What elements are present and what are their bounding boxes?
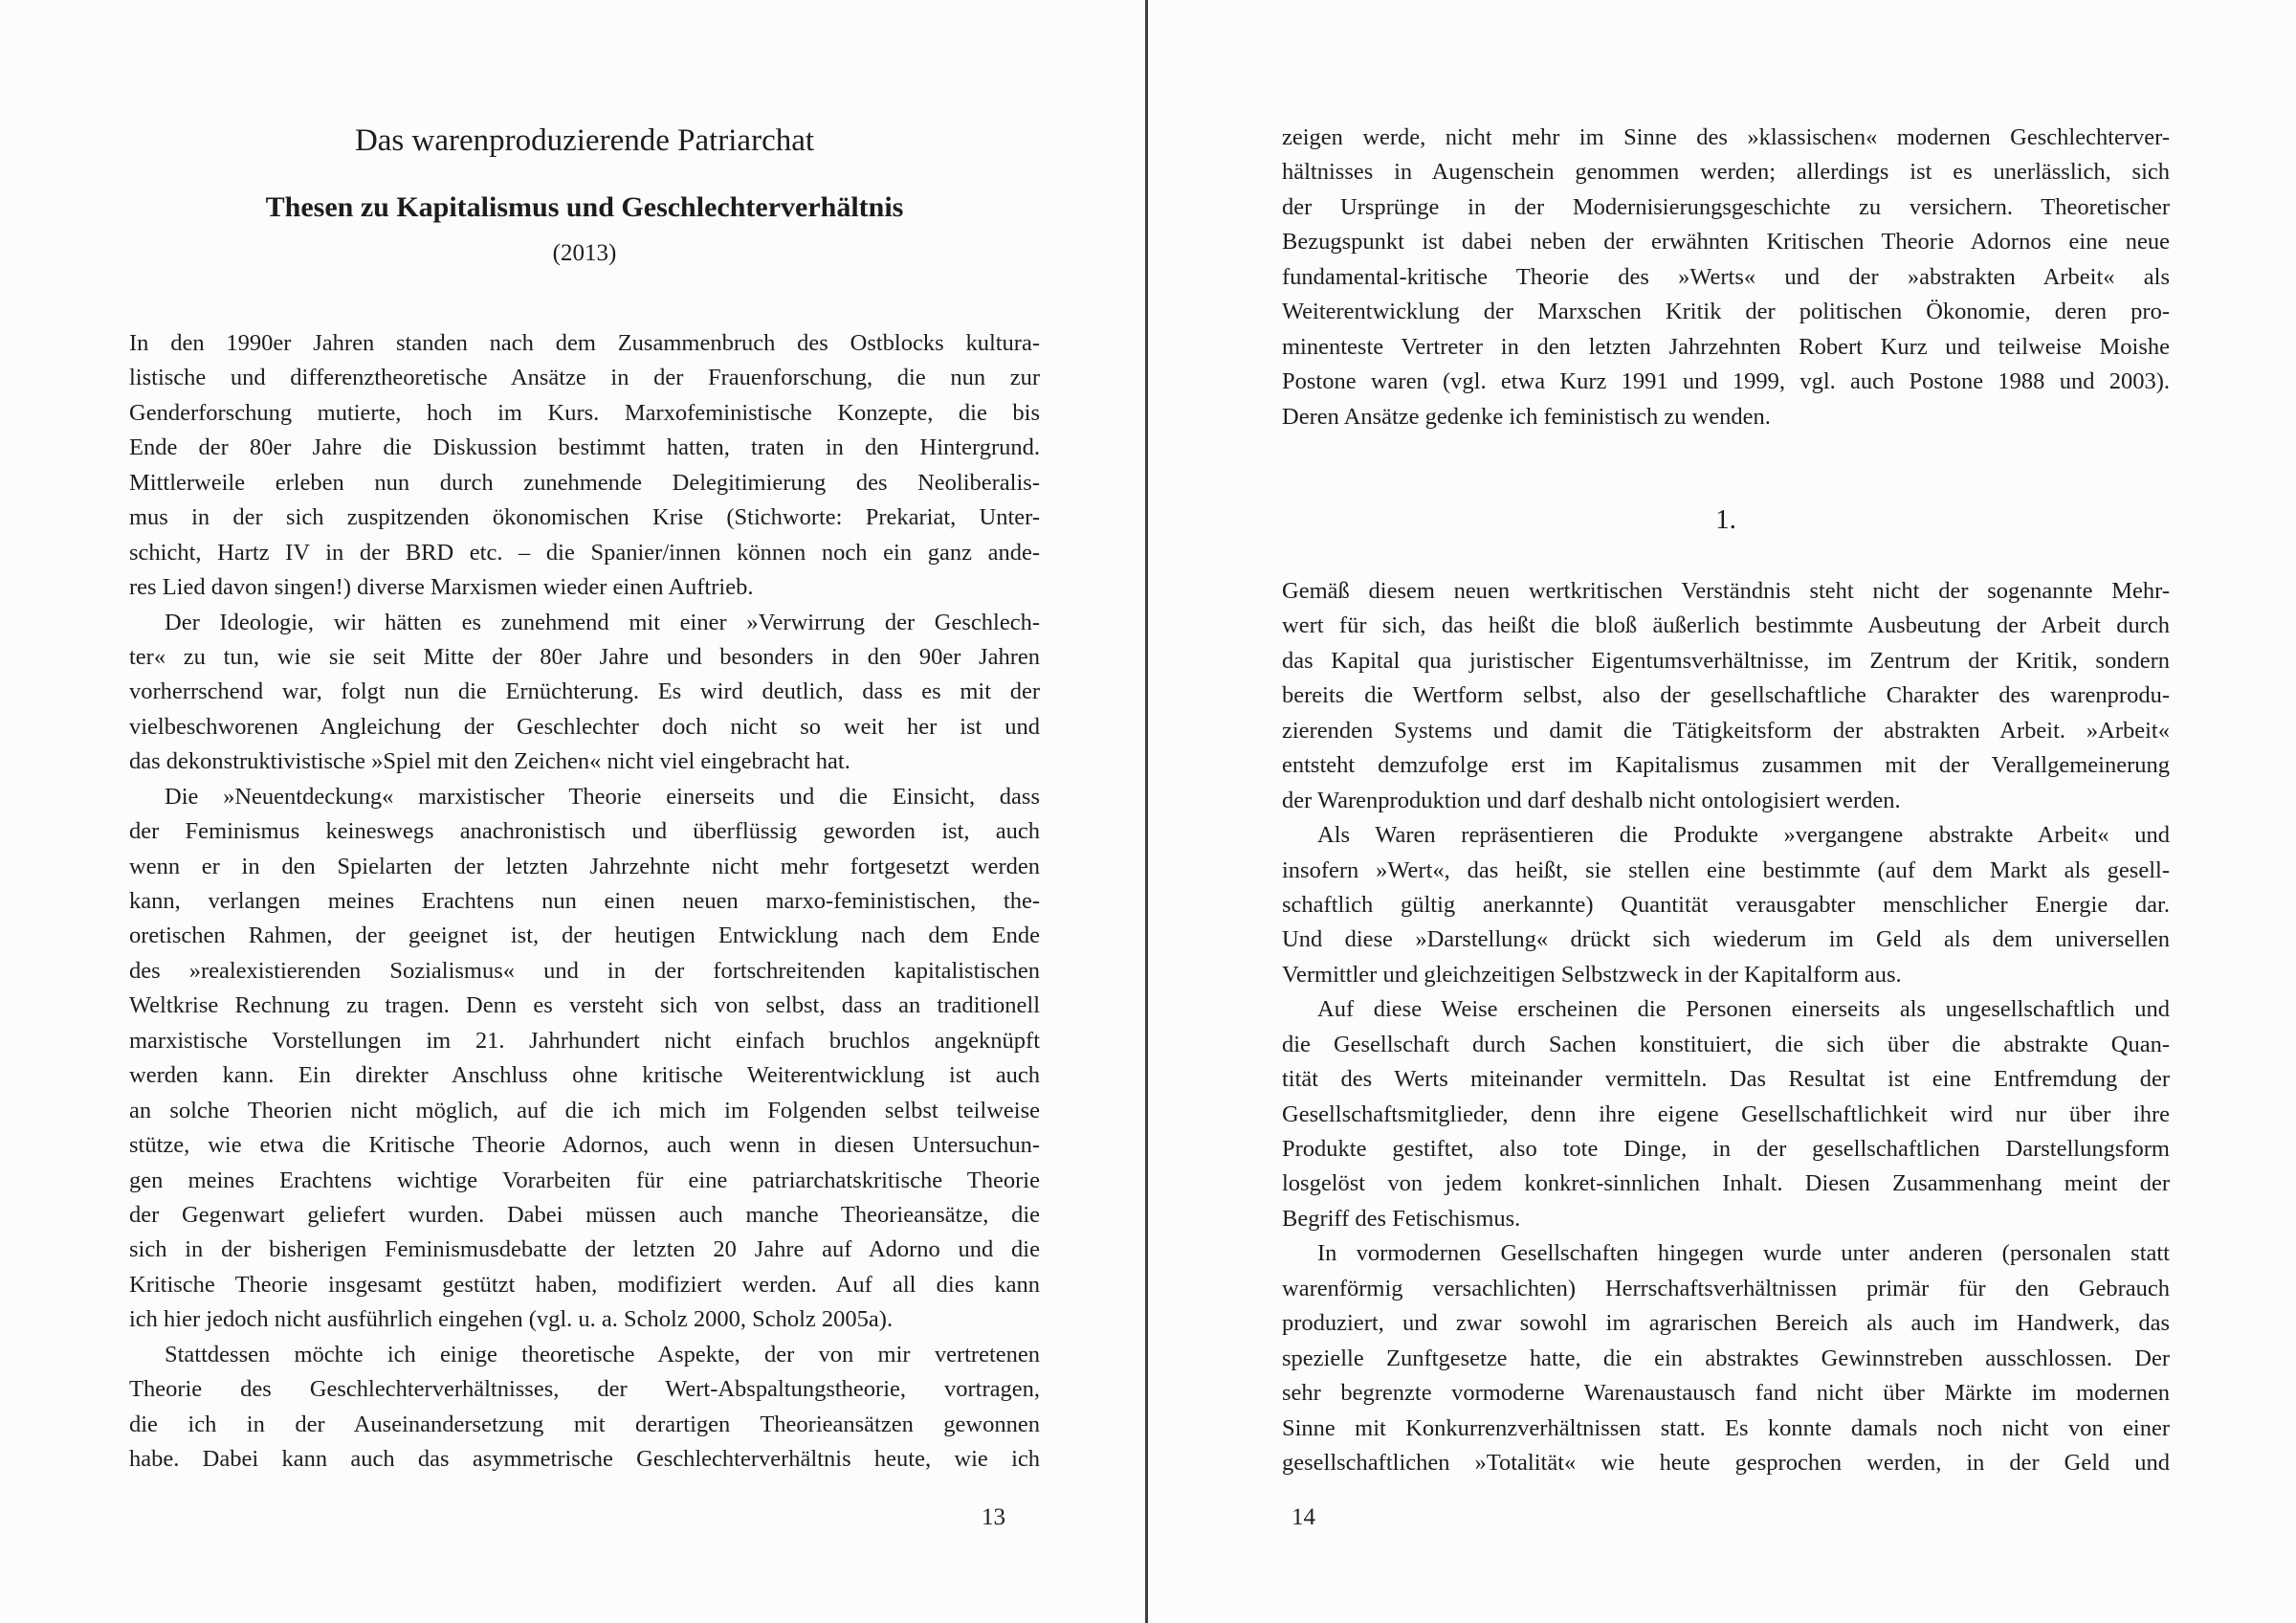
text-line: der Feminismus keineswegs anachronistisch und überflüssig geworden ist, auch: [129, 818, 1040, 845]
text-line: Der Ideologie, wir hätten es zunehmend mit einer »Verwirrung der Geschlech-: [165, 609, 1040, 635]
text-line: Vermittler und gleichzeitigen Selbstzweck in der Kapitalform aus.: [1282, 961, 1902, 988]
right-page-body-bottom: [1282, 574, 2170, 1480]
paragraph: [1282, 121, 2170, 434]
text-line: marxistische Vorstellungen im 21. Jahrhundert nicht einfach bruchlos angeknüpft: [129, 1027, 1040, 1054]
text-line: oretischen Rahmen, der geeignet ist, der heutigen Entwicklung nach dem Ende: [129, 923, 1040, 949]
paragraph: [1282, 574, 2170, 818]
text-line: Mittlerweile erleben nun durch zunehmende Delegitimierung des Neoliberalis-: [129, 469, 1040, 496]
text-line: fundamental-kritische Theorie des »Werts« und der »abstrakten Arbeit« als: [1282, 263, 2170, 290]
text-line: vorherrschend war, folgt nun die Ernüchterung. Es wird deutlich, dass es mit der: [129, 678, 1040, 705]
text-line: Deren Ansätze gedenke ich feministisch zu wenden.: [1282, 403, 1771, 430]
text-line: Sinne mit Konkurrenzverhältnissen statt. Es konnte damals noch nicht von einer: [1282, 1414, 2170, 1441]
text-line: Und diese »Darstellung« drückt sich wiederum im Geld als dem universellen: [1282, 926, 2170, 953]
paragraph: [129, 1338, 1040, 1478]
text-line: Theorie des Geschlechterverhältnisses, der Wert-Abspaltungstheorie, vortragen,: [129, 1376, 1040, 1403]
text-line: produziert, und zwar sowohl im agrarischen Bereich als auch im Handwerk, das: [1282, 1310, 2170, 1337]
text-line: das dekonstruktivistische »Spiel mit den Zeichen« nicht viel eingebracht hat.: [129, 748, 850, 775]
text-line: sehr begrenzte vormoderne Warenaustausch fand nicht über Märkte im modernen: [1282, 1380, 2170, 1407]
text-line: der Warenproduktion und darf deshalb nicht ontologisiert werden.: [1282, 787, 1901, 813]
text-line: schicht, Hartz IV in der BRD etc. – die Spanier/innen können noch ein ganz ande-: [129, 539, 1040, 566]
text-line: wenn er in den Spielarten der letzten Jahrzehnte nicht mehr fortgesetzt werden: [129, 853, 1040, 879]
text-line: die ich in der Auseinandersetzung mit derartigen Theorieansätzen gewonnen: [129, 1411, 1040, 1437]
text-line: Die »Neuentdeckung« marxistischer Theorie einerseits und die Einsicht, dass: [165, 783, 1040, 810]
text-line: insofern »Wert«, das heißt, sie stellen eine bestimmte (auf dem Markt als gesell-: [1282, 856, 2170, 883]
text-line: bereits die Wertform selbst, also der gesellschaftliche Charakter des warenprodu-: [1282, 682, 2170, 709]
right-page: [1282, 0, 2170, 1623]
text-line: des »realexistierenden Sozialismus« und in der fortschreitenden kapitalistischen: [129, 957, 1040, 984]
left-page-body: [129, 326, 1040, 1477]
text-line: Produkte gestiftet, also tote Dinge, in der gesellschaftlichen Darstellungsform: [1282, 1136, 2170, 1162]
left-page-number: 13: [982, 1504, 1005, 1530]
text-line: der Ursprünge in der Modernisierungsgeschichte zu versichern. Theoretischer: [1282, 193, 2170, 220]
text-line: werden kann. Ein direkter Anschluss ohne kritische Weiterentwicklung ist auch: [129, 1062, 1040, 1089]
text-line: Ende der 80er Jahre die Diskussion bestimmt hatten, traten in den Hintergrund.: [129, 434, 1040, 461]
right-page-body-top: [1282, 121, 2170, 434]
text-line: Als Waren repräsentieren die Produkte »vergangene abstrakte Arbeit« und: [1317, 822, 2170, 849]
text-line: entsteht demzufolge erst im Kapitalismus zusammen mit der Verallgemeinerung: [1282, 752, 2170, 779]
text-line: spezielle Zunftgesetze hatte, die ein abstraktes Gewinnstreben ausschlossen. Der: [1282, 1345, 2170, 1371]
text-line: ich hier jedoch nicht ausführlich eingehen (vgl. u. a. Scholz 2000, Scholz 2005a).: [129, 1306, 894, 1333]
text-line: Gesellschaftsmitglieder, denn ihre eigene Gesellschaftlichkeit wird nur über ihre: [1282, 1101, 2170, 1127]
page-divider: [1145, 0, 1148, 1623]
page-year: (2013): [552, 240, 617, 266]
text-line: stütze, wie etwa die Kritische Theorie Adornos, auch wenn in diesen Untersuchun-: [129, 1132, 1040, 1159]
text-line: wert für sich, das heißt die bloß äußerlich bestimmte Ausbeutung der Arbeit durch: [1282, 612, 2170, 639]
text-line: In vormodernen Gesellschaften hingegen wurde unter anderen (personalen statt: [1317, 1240, 2170, 1267]
text-line: Gemäß diesem neuen wertkritischen Verständnis steht nicht der sogenannte Mehr-: [1282, 578, 2170, 604]
paragraph: [129, 326, 1040, 606]
text-line: warenförmig versachlichten) Herrschaftsverhältnissen primär für den Gebrauch: [1282, 1275, 2170, 1301]
text-line: Begriff des Fetischismus.: [1282, 1205, 1521, 1232]
text-line: Genderforschung mutierte, hoch im Kurs. Marxofeministische Konzepte, die bis: [129, 399, 1040, 426]
text-line: Stattdessen möchte ich einige theoretische Aspekte, der von mir vertretenen: [165, 1341, 1040, 1367]
text-line: hältnisses in Augenschein genommen werden; allerdings ist es unerlässlich, sich: [1282, 159, 2170, 186]
text-line: zierenden Systems und damit die Tätigkeitsform der abstrakten Arbeit. »Arbeit«: [1282, 717, 2170, 744]
text-line: der Gegenwart geliefert wurden. Dabei müssen auch manche Theorieansätze, die: [129, 1201, 1040, 1228]
page-title: Das warenproduzierende Patriarchat: [354, 123, 815, 158]
text-line: habe. Dabei kann auch das asymmetrische Geschlechterverhältnis heute, wie ich: [129, 1446, 1040, 1472]
text-line: tität des Werts miteinander vermitteln. Das Resultat ist eine Entfremdung der: [1282, 1066, 2170, 1093]
text-line: In den 1990er Jahren standen nach dem Zusammenbruch des Ostblocks kultura-: [129, 330, 1040, 356]
text-line: gesellschaftlichen »Totalität« wie heute gesprochen werden, in der Geld und: [1282, 1449, 2170, 1476]
text-line: an solche Theorien nicht möglich, auf die ich mich im Folgenden selbst teilweise: [129, 1097, 1040, 1123]
text-line: Postone waren (vgl. etwa Kurz 1991 und 1999, vgl. auch Postone 1988 und 2003).: [1282, 368, 2170, 395]
text-line: Weltkrise Rechnung zu tragen. Denn es versteht sich von selbst, dass an traditionell: [129, 992, 1040, 1019]
section-heading: 1.: [1715, 504, 1736, 535]
left-page: [129, 0, 1040, 1623]
paragraph: [1282, 1236, 2170, 1480]
text-line: minenteste Vertreter in den letzten Jahrzehnten Robert Kurz und teilweise Moishe: [1282, 333, 2170, 360]
paragraph: [1282, 992, 2170, 1236]
right-page-number: 14: [1292, 1504, 1315, 1530]
text-line: res Lied davon singen!) diverse Marxismen wieder einen Auftrieb.: [129, 574, 754, 601]
text-line: schaftlich gültig anerkannte) Quantität verausgabter menschlicher Energie dar.: [1282, 891, 2170, 918]
text-line: Auf diese Weise erscheinen die Personen einerseits als ungesellschaftlich und: [1317, 996, 2170, 1023]
text-line: zeigen werde, nicht mehr im Sinne des »klassischen« modernen Geschlechterver-: [1282, 124, 2170, 150]
text-line: das Kapital qua juristischer Eigentumsverhältnisse, im Zentrum der Kritik, sondern: [1282, 647, 2170, 674]
text-line: listische und differenztheoretische Ansätze in der Frauenforschung, die nun zur: [129, 365, 1040, 391]
text-line: ter« zu tun, wie sie seit Mitte der 80er Jahre und besonders in den 90er Jahren: [129, 643, 1040, 670]
text-line: losgelöst von jedem konkret-sinnlichen Inhalt. Diesen Zusammenhang meint der: [1282, 1170, 2170, 1197]
page-subtitle: Thesen zu Kapitalismus und Geschlechterverhältnis: [265, 191, 904, 223]
text-line: kann, verlangen meines Erachtens nun einen neuen marxo-feministischen, the-: [129, 888, 1040, 914]
text-line: Bezugspunkt ist dabei neben der erwähnten Kritischen Theorie Adornos eine neue: [1282, 229, 2170, 256]
paragraph: [129, 606, 1040, 780]
text-line: vielbeschworenen Angleichung der Geschlechter doch nicht so weit her ist und: [129, 713, 1040, 740]
text-line: Kritische Theorie insgesamt gestützt haben, modifiziert werden. Auf all dies kann: [129, 1271, 1040, 1298]
paragraph: [1282, 818, 2170, 992]
text-line: gen meines Erachtens wichtige Vorarbeiten für eine patriarchatskritische Theorie: [129, 1167, 1040, 1193]
text-line: Weiterentwicklung der Marxschen Kritik der politischen Ökonomie, deren pro-: [1282, 299, 2170, 325]
text-line: die Gesellschaft durch Sachen konstituiert, die sich über die abstrakte Quan-: [1282, 1031, 2170, 1057]
paragraph: [129, 780, 1040, 1338]
text-line: sich in der bisherigen Feminismusdebatte der letzten 20 Jahre auf Adorno und die: [129, 1236, 1040, 1263]
text-line: mus in der sich zuspitzenden ökonomischen Krise (Stichworte: Prekariat, Unter-: [129, 504, 1040, 531]
